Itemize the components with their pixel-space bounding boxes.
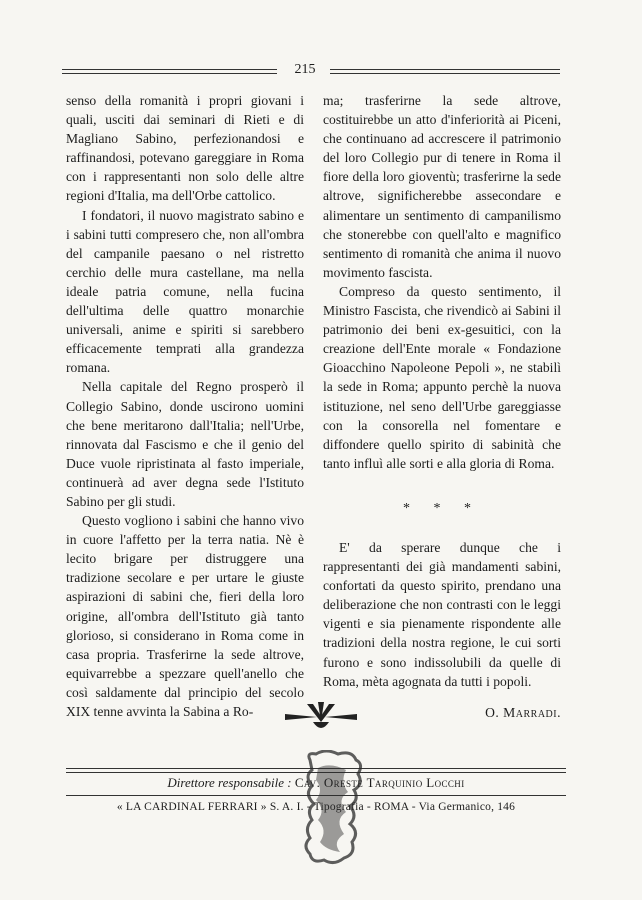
- director-name: Cav. Oreste Tarquinio Locchi: [294, 775, 465, 790]
- director-label: Direttore responsabile :: [167, 775, 292, 790]
- left-column: [66, 91, 304, 721]
- paragraph: I fondatori, il nuovo magistrato sabino e i sabini tutti compresero che, non all'ombra del campanile paesano o nel ristretto cerchio delle mura castellane, ma nella ideale patria comune, nella fucina dell'ultima delle quattro monarchie universali, anime e spiriti si sarebbero efficacemente temprati alla grandezza romana.: [66, 207, 304, 376]
- printer-line: « LA CARDINAL FERRARI » S. A. I. - Tipografia - ROMA - Via Germanico, 146: [116, 801, 516, 813]
- right-column: [323, 91, 561, 722]
- page-number: 215: [294, 62, 316, 77]
- header-rule-left: [62, 69, 277, 74]
- author-signature: O. Marradi.: [485, 704, 561, 720]
- header-rule-right: [330, 69, 560, 74]
- decorative-ornament-icon: [283, 700, 359, 734]
- paragraph: Questo vogliono i sabini che hanno vivo in cuore l'affetto per la terra natia. Nè è lecito brigare per distruggere una tradizione secolare e per urtare le giuste aspirazioni di sabini che, fieri della loro origine, all'ombra dell'Istituto già tanto glorioso, si considerano in Roma come in casa propria. Trasferirne la sede altrove, equivarrebbe a spezzare quell'anello che così saldamente dal principio del secolo XIX tenne avvinta la Sabina a Ro-: [66, 513, 304, 719]
- page-header: [62, 62, 560, 78]
- section-separator: * * *: [403, 500, 481, 516]
- paragraph: Compreso da questo sentimento, il Ministro Fascista, che rivendicò ai Sabini il patrimonio dei beni ex-gesuitici, con la creazione dell'Ente morale « Fondazione Gioacchino Napoleone Pepoli », ne stabilì la sede in Roma; appunto perchè la nuova istituzione, nel seno dell'Urbe gareggiasse con la consorella nel fomentare e diffondere quello spirito di sabinità che tanto influì alle sorti e alla gloria di Roma.: [323, 283, 561, 471]
- closing-paragraph: E' da sperare dunque che i rappresentanti dei già mandamenti sabini, confortati da questo spirito, prendano una deliberazione che non contrasti con le leggi vigenti e sia pienamente rispondente alle tradizioni della nostra regione, le cui sorti furono e sono indissolubili da quelle di Roma, mèta agognata da tutti i popoli.: [323, 539, 561, 689]
- paragraph: senso della romanità i propri giovani i quali, usciti dai seminari di Rieti e di Magliano Sabino, perfezionandosi e raffinandosi, potevano gareggiare in Roma con i rappresentanti non solo delle altre regioni d'Italia, ma dell'Orbe cattolico.: [66, 93, 304, 204]
- paragraph: ma; trasferirne la sede altrove, costituirebbe un atto d'inferiorità ai Piceni, che continuano ad accrescere il patrimonio del loro Collegio pur di tenere in Roma il fiore della loro gioventù; trasferirne la sede altrove, significherebbe assecondare e alimentare un sentimento di campanilismo che stonerebbe con quell'alto e magnifico sentimento di romanità che anima il nuovo movimento fascista.: [323, 93, 561, 280]
- paragraph: Nella capitale del Regno prosperò il Collegio Sabino, donde uscirono uomini che bene meritarono dall'Italia; nell'Urbe, rinnovata dal Fascismo e che il genio del Duce vuole ripristinata al fasto imperiale, continuerà ad aver degna sede l'Istituto Sabino per gli studi.: [66, 379, 304, 509]
- ink-stamp-icon: [300, 750, 366, 868]
